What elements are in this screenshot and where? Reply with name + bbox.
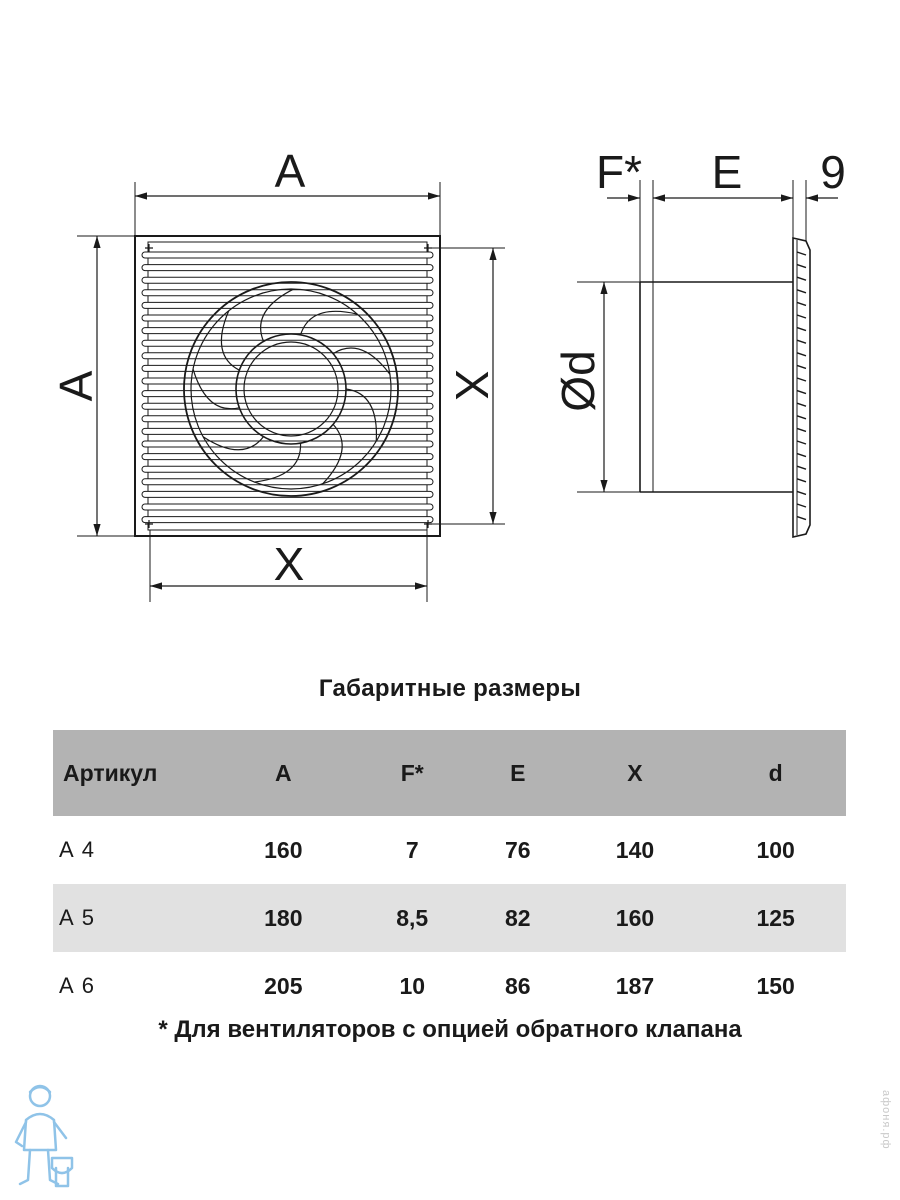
flange-tick <box>797 517 806 520</box>
cell-article: А 6 <box>59 973 96 998</box>
flange-tick <box>797 302 806 305</box>
header-article: Артикул <box>53 730 213 816</box>
cell-f: 8,5 <box>354 884 471 952</box>
flange-tick <box>797 441 806 444</box>
flange-tick <box>797 454 806 457</box>
cell-x: 187 <box>615 972 655 999</box>
grille-slat <box>142 302 433 308</box>
watermark: афоня.рф <box>880 1090 892 1150</box>
label-front-width: A <box>274 145 306 197</box>
section-title: Габаритные размеры <box>318 675 582 702</box>
cell-d: 150 <box>756 972 795 999</box>
header-d: d <box>705 730 846 816</box>
front-panel-inner <box>148 242 427 530</box>
flange-tick <box>797 504 806 507</box>
flange-slat-ticks <box>797 252 806 520</box>
flange-tick <box>797 428 806 431</box>
grille-slat <box>142 328 433 334</box>
dimensions-table <box>53 730 846 1020</box>
grille-slat <box>142 454 433 460</box>
flange-tick <box>797 290 806 293</box>
flange-tick <box>797 315 806 318</box>
label-front-mount-horizontal: X <box>273 538 305 590</box>
flange-tick <box>797 340 806 343</box>
flange-tick <box>797 479 806 482</box>
header-x: X <box>565 730 706 816</box>
cell-a: 160 <box>264 836 303 863</box>
header-f: F* <box>354 730 471 816</box>
grille-slat <box>142 353 433 359</box>
cell-article: А 5 <box>53 884 213 952</box>
header-e: E <box>471 730 565 816</box>
grille-slat <box>142 517 433 523</box>
side-dimension-lines <box>604 198 838 492</box>
cell-article: А 4 <box>59 837 96 862</box>
side-flange <box>793 238 810 537</box>
side-view <box>577 180 838 537</box>
fan-blade <box>254 443 300 482</box>
grille-slat <box>142 416 433 422</box>
fan-hub-outer <box>236 334 346 444</box>
plumber-mascot-logo <box>8 1080 78 1195</box>
side-extension-lines <box>577 180 806 492</box>
table-header-row <box>53 730 846 816</box>
label-side-f: F* <box>596 146 642 198</box>
table-row <box>53 816 846 884</box>
flange-tick <box>797 353 806 356</box>
grille-slat <box>142 391 433 397</box>
cell-f: 7 <box>405 836 419 863</box>
flange-tick <box>797 378 806 381</box>
label-side-flange: 9 <box>820 146 846 198</box>
fan-ring-outer <box>184 282 398 496</box>
cell-a: 205 <box>264 972 303 999</box>
table-row <box>53 952 846 1020</box>
grille-slat <box>142 479 433 485</box>
flange-tick <box>797 466 806 469</box>
grille-slat <box>142 252 433 258</box>
footnote: * Для вентиляторов с опцией обратного клапана <box>158 1016 742 1043</box>
cell-e: 76 <box>504 836 531 863</box>
table-row <box>53 884 846 952</box>
flange-tick <box>797 265 806 268</box>
flange-tick <box>797 403 806 406</box>
flange-tick <box>797 252 806 255</box>
grille-slat <box>142 315 433 321</box>
cell-e: 86 <box>504 972 531 999</box>
flange-tick <box>797 365 806 368</box>
header-a: A <box>213 730 354 816</box>
flange-tick <box>797 491 806 494</box>
cell-d: 125 <box>705 884 846 952</box>
cell-x: 140 <box>615 836 655 863</box>
grille-slat <box>142 378 433 384</box>
grille-slat <box>142 504 433 510</box>
cell-d: 100 <box>756 836 795 863</box>
mounting-holes <box>145 244 432 528</box>
cell-f: 10 <box>399 972 426 999</box>
flange-tick <box>797 328 806 331</box>
cell-x: 160 <box>565 884 706 952</box>
grille-slat <box>142 265 433 271</box>
flange-tick <box>797 391 806 394</box>
label-front-mount-vertical: X <box>446 369 498 401</box>
label-front-height: A <box>50 370 102 402</box>
flange-tick <box>797 416 806 419</box>
label-side-diameter: Ød <box>552 350 604 412</box>
flange-tick <box>797 277 806 280</box>
label-side-e: E <box>711 146 743 198</box>
cell-e: 82 <box>471 884 565 952</box>
cell-a: 180 <box>213 884 354 952</box>
